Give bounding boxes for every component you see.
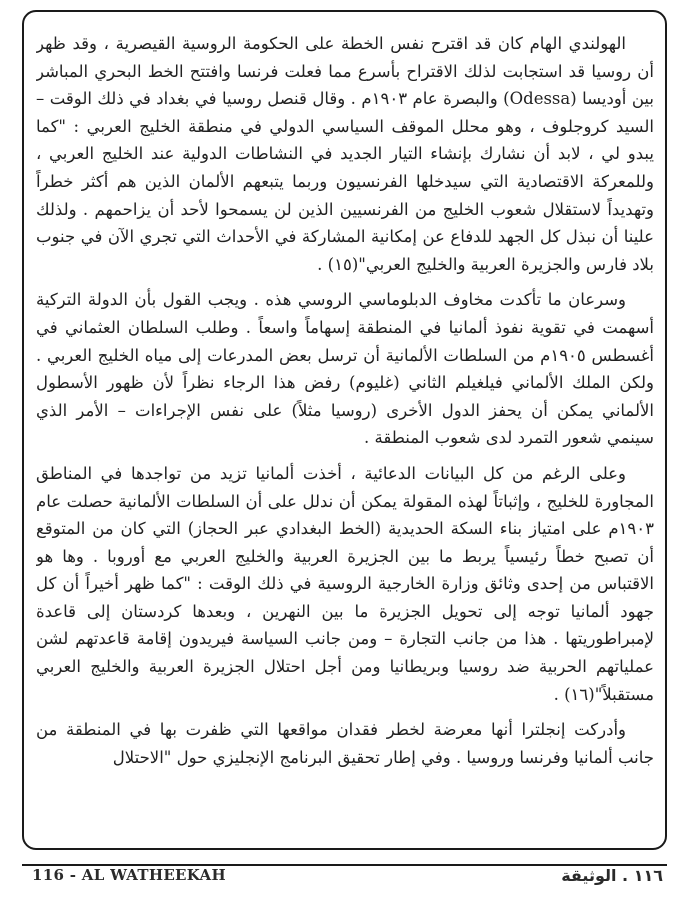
footer-page-label-arabic: ١١٦ . الوثيقة xyxy=(561,866,663,885)
paragraph: وعلى الرغم من كل البيانات الدعائية ، أخذت ألمانيا تزيد من تواجدها في المناطق المجاورة للخليج ، وإثباتاً لهذه المقولة يمكن أن ندلل على أن السلطات الألمانية حصلت عام ١٩٠٣م على امتياز بناء السكة الحديدية (الخط البغدادي عبر الحجاز) التي كان من المتوقع أن تصبح خطاً رئيسياً يربط ما بين الجزيرة العربية والخليج العربي مع أوروبا . وها هو الاقتباس من إحدى وثائق وزارة الخارجية الروسية في ذلك الوقت : "كما ظهر أخيراً أن كل جهود ألمانيا توجه إلى تحويل الجزيرة ما بين النهرين ، وبعدها كردستان إلى قاعدة لإمبراطوريتها . هذا من جانب التجارة – ومن جانب السياسة فيريدون إقامة قاعدتهم لشن عملياتهم الحربية ضد روسيا وبريطانيا ومن أجل احتلال الجزيرة العربية والخليج العربي مستقبلاً"(١٦) . xyxy=(36,463,654,704)
paragraph: وأدركت إنجلترا أنها معرضة لخطر فقدان مواقعها التي ظفرت بها في المنطقة من جانب ألمانيا وفرنسا وروسيا . وفي إطار تحقيق البرنامج الإنجليزي حول "الاحتلال xyxy=(36,720,654,767)
paragraph: وسرعان ما تأكدت مخاوف الدبلوماسي الروسي هذه . ويجب القول بأن الدولة التركية أسهمت في تقوية نفوذ ألمانيا في المنطقة إسهاماً واسعاً . وطلب السلطان العثماني في أغسطس ١٩٠٥م من السلطات الألمانية أن ترسل بعض المدرعات إلى مياه الخليج العربي . ولكن الملك الألماني فيلغيلم الثاني (غليوم) رفض هذا الرجاء نظراً لأن ظهور الأسطول الألماني يمكن أن يحفز الدول الأخرى (روسيا مثلاً) على نفس الإجراءات – الأمر الذي سينمي شعور التمرد لدى شعوب المنطقة . xyxy=(36,290,654,448)
paragraph: الهولندي الهام كان قد اقترح نفس الخطة على الحكومة الروسية القيصرية ، وقد ظهر أن روسيا قد استجابت لذلك الاقتراح بأسرع مما فعلت فرنسا وافتتح الخط البحري المباشر بين أوديسا (Odessa) والبصرة عام ١٩٠٣م . وقال قنصل روسيا في بغداد في ذلك الوقت – السيد كروجلوف ، وهو محلل الموقف السياسي الدولي في منطقة الخليج العربي : "كما يبدو لي ، لابد أن نشارك بإنشاء التيار الجديد في النشاطات الدولية عند الخليج العربي ، وللمعركة الاقتصادية التي سيدخلها الفرنسيون وربما يتبعهم الألمان الذين هم أكثر خطراً وتهديداً لاستقلال شعوب الخليج من الفرنسيين الذين لن يسمحوا لأحد أن يزاحمهم . ولذلك علينا أن نبذل كل الجهد للدفاع عن إمكانية المشاركة في الأحداث التي تجري الآن في جنوب بلاد فارس والجزيرة العربية والخليج العربي"(١٥) . xyxy=(36,34,654,274)
footer-page-label-latin: 116 - AL WATHEEKAH xyxy=(32,866,226,884)
article-body xyxy=(36,30,654,838)
